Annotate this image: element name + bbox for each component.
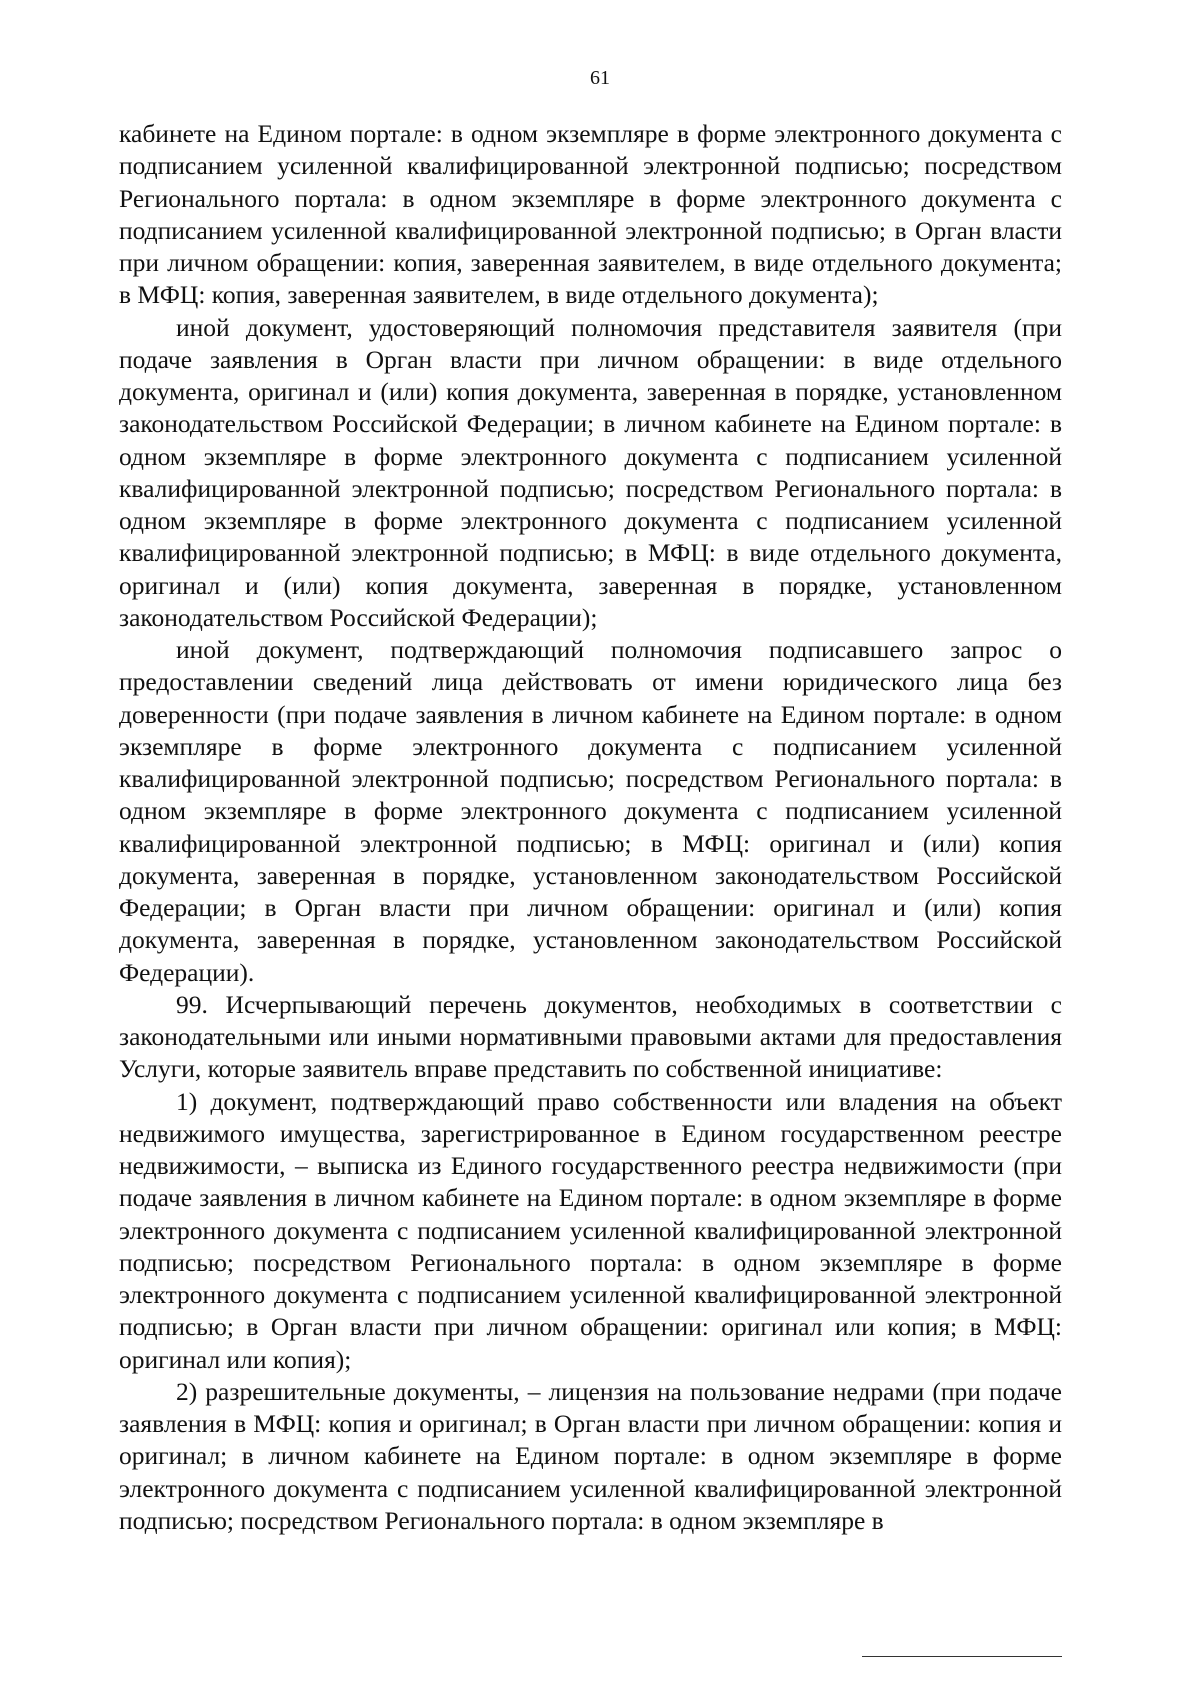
- paragraph-representative-authority: иной документ, удостоверяющий полномочия представителя заявителя (при подаче заявления в Орган власти при личном обращении: в виде отдельного документа, оригинал и (или) копия документа, заверенная в порядке, установленном законодательством Российской Федерации; в личном кабинете на Едином портале: в одном экземпляре в форме электронного документа с подписанием усиленной квалифицированной электронной подписью; посредством Регионального портала: в одном экземпляре в форме электронного документа с подписанием усиленной квалифицированной электронной подписью; в МФЦ: в виде отдельного документа, оригинал и (или) копия документа, заверенная в порядке, установленном законодательством Российской Федерации);: [119, 312, 1062, 632]
- paragraph-continuation: кабинете на Едином портале: в одном экземпляре в форме электронного документа с подписанием усиленной квалифицированной электронной подписью; посредством Регионального портала: в одном экземпляре в форме электронного документа с подписанием усиленной квалифицированной электронной подписью; в Орган власти при личном обращении: копия, заверенная заявителем, в виде отдельного документа; в МФЦ: копия, заверенная заявителем, в виде отдельного документа);: [119, 119, 1062, 310]
- footer-rule: [862, 1656, 1062, 1657]
- paragraph-item-99: 99. Исчерпывающий перечень документов, необходимых в соответствии с законодательными или иными нормативными правовыми актами для предоставления Услуги, которые заявитель вправе представить по собственной инициативе:: [119, 989, 1062, 1084]
- paragraph-signatory-authority: иной документ, подтверждающий полномочия подписавшего запрос о предоставлении сведений лица действовать от имени юридического лица без доверенности (при подаче заявления в личном кабинете на Едином портале: в одном экземпляре в форме электронного документа с подписанием усиленной квалифицированной электронной подписью; посредством Регионального портала: в одном экземпляре в форме электронного документа с подписанием усиленной квалифицированной электронной подписью; в МФЦ: оригинал и (или) копия документа, заверенная в порядке, установленном законодательством Российской Федерации; в Орган власти при личном обращении: оригинал и (или) копия документа, заверенная в порядке, установленном законодательством Российской Федерации).: [119, 635, 1062, 987]
- paragraph-subitem-2: 2) разрешительные документы, – лицензия на пользование недрами (при подаче заявления в МФЦ: копия и оригинал; в Орган власти при личном обращении: копия и оригинал; в личном кабинете на Едином портале: в одном экземпляре в форме электронного документа с подписанием усиленной квалифицированной электронной подписью; посредством Регионального портала: в одном экземпляре в: [119, 1376, 1062, 1535]
- document-body: [119, 118, 1062, 1537]
- paragraph-subitem-1: 1) документ, подтверждающий право собственности или владения на объект недвижимого имущества, зарегистрированное в Едином государственном реестре недвижимости, – выписка из Единого государственного реестра недвижимости (при подаче заявления в личном кабинете на Едином портале: в одном экземпляре в форме электронного документа с подписанием усиленной квалифицированной электронной подписью; посредством Регионального портала: в одном экземпляре в форме электронного документа с подписанием усиленной квалифицированной электронной подписью; в Орган власти при личном обращении: оригинал или копия; в МФЦ: оригинал или копия);: [119, 1086, 1062, 1374]
- page-number: 61: [590, 67, 610, 89]
